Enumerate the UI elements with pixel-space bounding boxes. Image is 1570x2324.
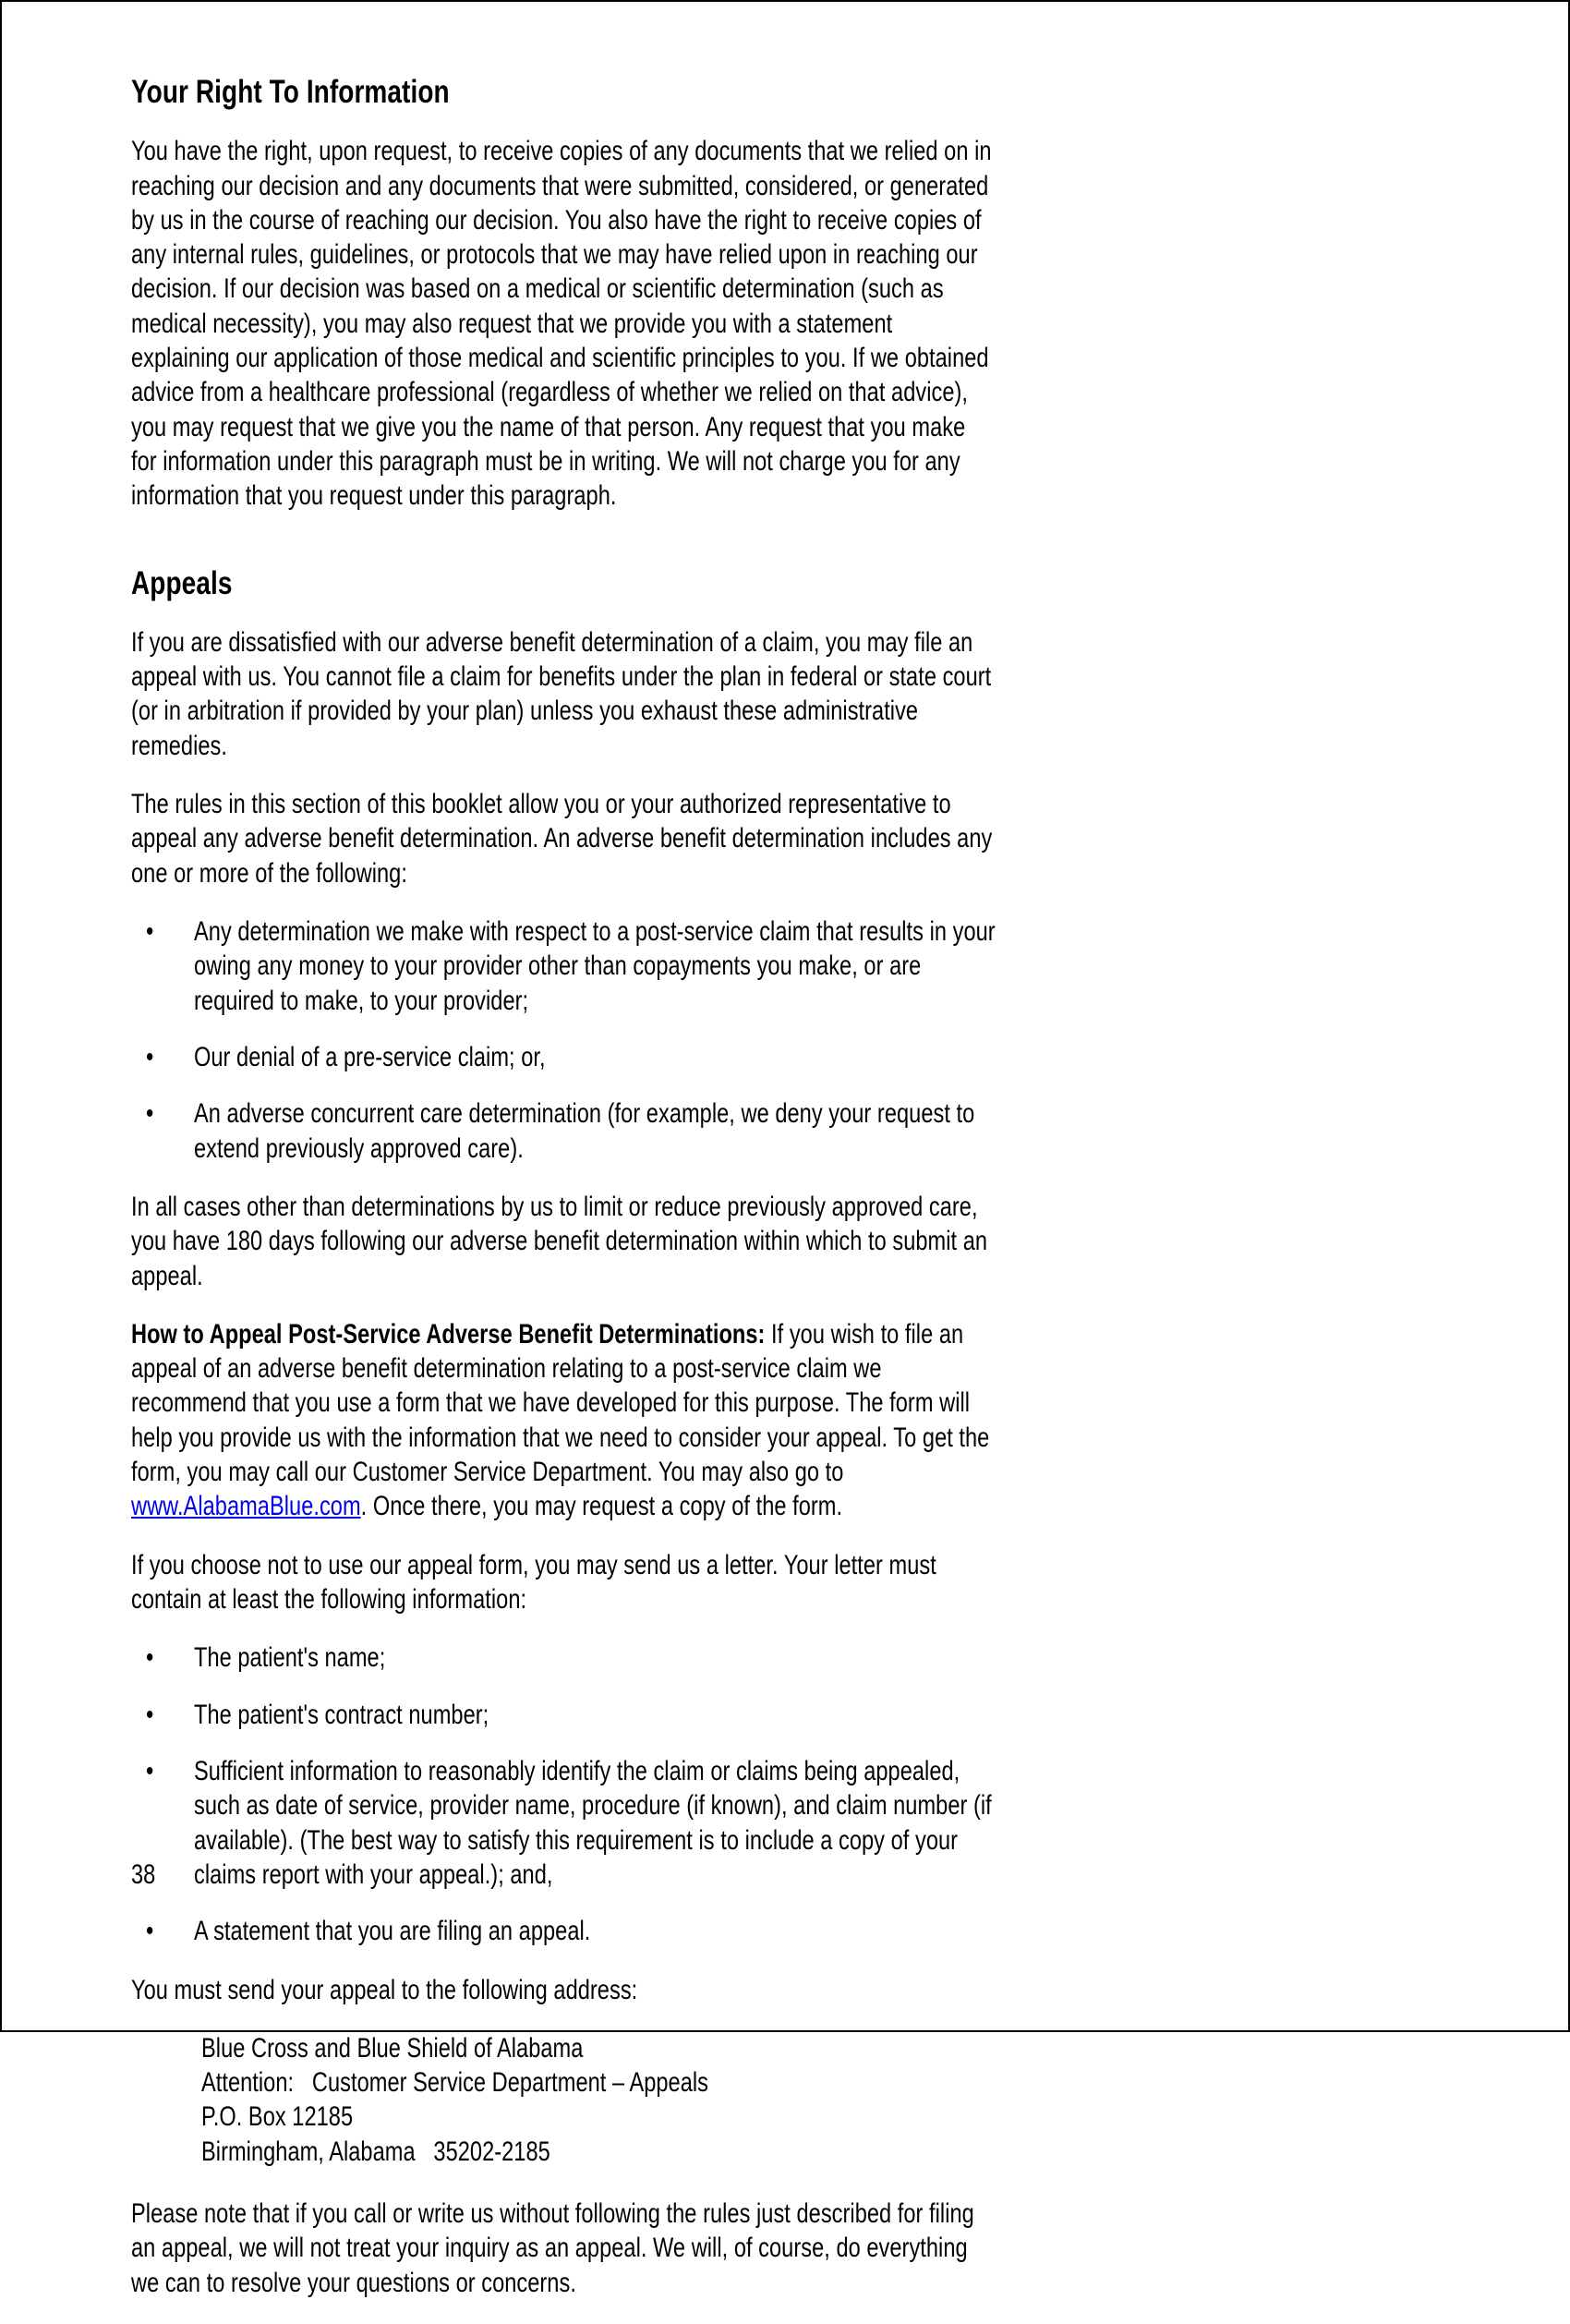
- list-item-text: The patient's contract number;: [194, 1699, 489, 1730]
- determination-bullet-list: [131, 914, 996, 1166]
- page-number: 38: [131, 1859, 156, 1890]
- letter-requirements-bullet-list: [131, 1640, 996, 1948]
- list-item-text: Our denial of a pre-service claim; or,: [194, 1041, 546, 1072]
- how-to-appeal-text-after-link: . Once there, you may request a copy of the form.: [360, 1491, 843, 1522]
- list-item: [131, 1754, 996, 1892]
- list-item: [131, 1096, 996, 1166]
- alabama-blue-website-link[interactable]: www.AlabamaBlue.com: [131, 1491, 361, 1522]
- bullet-icon: •: [146, 1098, 154, 1130]
- list-item: [131, 1640, 996, 1675]
- bullet-icon: •: [146, 1699, 154, 1730]
- how-to-appeal-label: How to Appeal Post-Service Adverse Benefit Determinations:: [131, 1318, 766, 1350]
- right-to-information-paragraph: You have the right, upon request, to receive copies of any documents that we relied on in reaching our decision and any documents that were submitted, considered, or generated by us in the course of reaching our decision. You also have the right to receive copies of any internal rules, guidelines, or protocols that we may have relied upon in reaching our decision. If our decision was based on a medical or scientific determination (such as medical necessity), you may also request that we provide you with a statement explaining our application of those medical and scientific principles to you. If we obtained advice from a healthcare professional (regardless of whether we relied on that advice), you may request that we give you the name of that person. Any request that you make for information under this paragraph must be in writing. We will not charge you for any information that you request under this paragraph.: [131, 136, 992, 512]
- address-line: P.O. Box 12185: [201, 2101, 354, 2133]
- appeals-rules-paragraph: The rules in this section of this booklet allow you or your authorized representative to appeal any adverse benefit determination. An adverse benefit determination includes any one or more of the following:: [131, 789, 993, 889]
- document-body: [131, 74, 996, 2324]
- section-heading-appeals: Appeals: [131, 564, 233, 601]
- list-item: [131, 1914, 996, 1948]
- list-item: [131, 914, 996, 1018]
- list-item-text: Sufficient information to reasonably identify the claim or claims being appealed, such as date of service, provider name, procedure (if known), and claim number (if available). (The best way to satisfy this requirement is to include a copy of your claims report with your appeal.); and,: [194, 1755, 992, 1890]
- bullet-icon: •: [146, 1916, 154, 1947]
- appeal-mailing-address: [131, 2031, 996, 2169]
- how-to-appeal-paragraph: [131, 1317, 996, 1524]
- list-item-text: An adverse concurrent care determination (for example, we deny your request to extend previously approved care).: [194, 1098, 975, 1164]
- section-heading-right-to-information: Your Right To Information: [131, 74, 450, 110]
- address-line: Blue Cross and Blue Shield of Alabama: [201, 2032, 584, 2064]
- bullet-icon: •: [146, 1755, 154, 1786]
- list-item-text: Any determination we make with respect to a post-service claim that results in your owing any money to your provider other than copayments you make, or are required to make, to your provider;: [194, 916, 996, 1016]
- appeals-letter-paragraph: If you choose not to use our appeal form, you may send us a letter. Your letter must contain at least the following information:: [131, 1549, 936, 1615]
- list-item-text: A statement that you are filing an appeal.: [194, 1916, 591, 1947]
- bullet-icon: •: [146, 916, 154, 947]
- appeals-closing-paragraph: Please note that if you call or write us without following the rules just described for filing an appeal, we will not treat your inquiry as an appeal. We will, of course, do everything we can to resolve your questions or concerns.: [131, 2198, 974, 2298]
- appeal-address-intro: You must send your appeal to the following address:: [131, 1974, 638, 2005]
- address-line: Birmingham, Alabama 35202-2185: [201, 2136, 550, 2167]
- appeals-timeframe-paragraph: In all cases other than determinations by us to limit or reduce previously approved care, you have 180 days following our adverse benefit determination within which to submit an appeal.: [131, 1191, 988, 1291]
- list-item: [131, 1040, 996, 1074]
- bullet-icon: •: [146, 1041, 154, 1072]
- list-item: [131, 1698, 996, 1732]
- how-to-appeal-text-before-link: If you wish to file an appeal of an adverse benefit determination relating to a post-service claim we recommend that you use a form that we have developed for this purpose. The form will help you provide us with the information that we need to consider your appeal. To get the form, you may call our Customer Service Department. You may also go to: [131, 1318, 990, 1488]
- appeals-intro-paragraph: If you are dissatisfied with our adverse benefit determination of a claim, you may file an appeal with us. You cannot file a claim for benefits under the plan in federal or state court (or in arbitration if provided by your plan) unless you exhaust these administrative remedies.: [131, 626, 992, 761]
- list-item-text: The patient's name;: [194, 1642, 386, 1674]
- bullet-icon: •: [146, 1642, 154, 1674]
- address-line: Attention: Customer Service Department – Appeals: [201, 2067, 709, 2099]
